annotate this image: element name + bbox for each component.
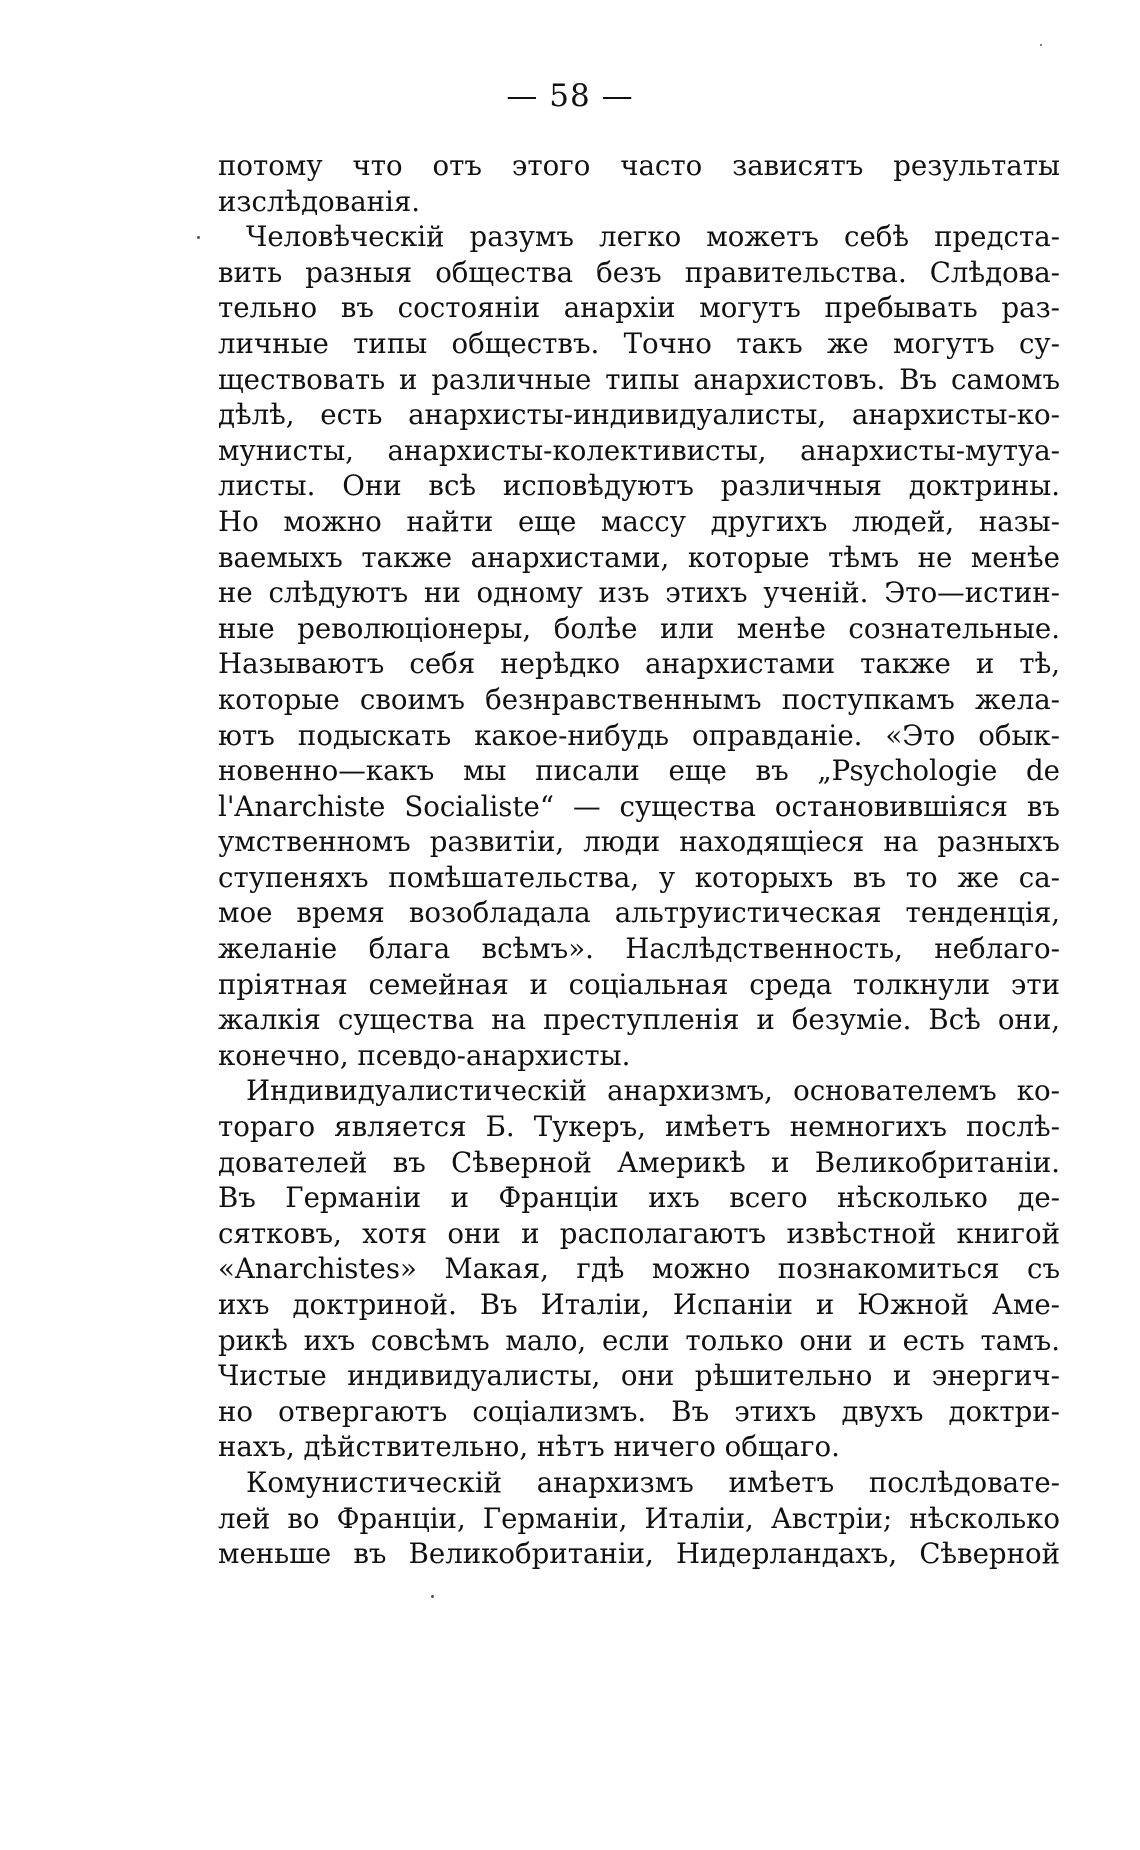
print-speck — [431, 1595, 434, 1598]
text-line: дѣлѣ, есть анархисты-индивидуалисты, анархисты-ко- — [218, 398, 1060, 432]
text-line: рикѣ ихъ совсѣмъ мало, если только они и есть тамъ. — [218, 1323, 1060, 1357]
text-line: Но можно найти еще массу другихъ людей, назы- — [218, 504, 1060, 538]
text-line: вить разныя общества безъ правительства. Слѣдова- — [218, 255, 1060, 289]
text-line: ихъ доктриной. Въ Италіи, Испаніи и Южной Аме- — [218, 1288, 1060, 1321]
text-line: Человѣческій разумъ легко можетъ себѣ предста- — [246, 220, 1060, 254]
text-line: но отвергаютъ соціализмъ. Въ этихъ двухъ доктри- — [218, 1394, 1060, 1428]
text-line: конечно, псевдо-анархисты. — [218, 1038, 631, 1072]
text-line: Индивидуалистическій анархизмъ, основателемъ ко- — [246, 1074, 1060, 1108]
text-line: ютъ подыскать какое-нибудь оправданіе. «Это обык- — [218, 718, 1060, 752]
text-line: жалкія существа на преступленія и безуміе. Всѣ они, — [218, 1003, 1060, 1037]
text-line: ществовать и различные типы анархистовъ. Въ самомъ — [218, 362, 1060, 396]
text-line: ные революціонеры, болѣе или менѣе сознательные. — [218, 611, 1060, 645]
text-line: лей во Франціи, Германіи, Италіи, Австріи; нѣсколько — [218, 1501, 1060, 1535]
text-line: l'Anarchiste Socialiste“ — существа остановившіяся въ — [218, 789, 1060, 823]
text-line: тельно въ состояніи анархіи могутъ пребывать раз- — [218, 291, 1060, 325]
print-speck — [1040, 44, 1042, 46]
text-line: Называютъ себя нерѣдко анархистами также и тѣ, — [218, 647, 1060, 681]
text-line: Чистые индивидуалисты, они рѣшительно и энергич- — [218, 1359, 1060, 1393]
text-line: не слѣдуютъ ни одному изъ этихъ ученій. Это—истин- — [218, 576, 1060, 610]
text-line: Комунистическій анархизмъ имѣетъ послѣдовате- — [246, 1465, 1060, 1499]
print-speck — [197, 236, 200, 239]
text-line: дователей въ Сѣверной Америкѣ и Великобританіи. — [218, 1145, 1060, 1179]
text-line: мунисты, анархисты-колективисты, анархисты-мутуа- — [218, 433, 1060, 467]
text-line: нахъ, дѣйствительно, нѣтъ ничего общаго. — [218, 1430, 840, 1464]
text-line: меньше въ Великобританіи, Нидерландахъ, Сѣверной — [218, 1537, 1060, 1571]
text-line: тораго является Б. Тукеръ, имѣетъ немногихъ послѣ- — [218, 1110, 1060, 1144]
text-line: пріятная семейная и соціальная среда толкнули эти — [218, 967, 1060, 1001]
text-line: Въ Германіи и Франціи ихъ всего нѣсколько де- — [218, 1181, 1060, 1215]
page-number: — 58 — — [506, 78, 634, 114]
text-line: новенно—какъ мы писали еще въ „Psychologie de — [218, 754, 1060, 788]
body-text — [218, 148, 1060, 1572]
text-line: ступеняхъ помѣшательства, у которыхъ въ то же са- — [218, 860, 1060, 894]
text-line: потому что отъ этого часто зависятъ результаты — [218, 149, 1060, 182]
text-line: мое время возобладала альтруистическая тенденція, — [218, 896, 1060, 930]
text-line: ваемыхъ также анархистами, которые тѣмъ не менѣе — [218, 540, 1060, 574]
text-line: «Anarchistes» Макая, гдѣ можно познакомиться съ — [218, 1252, 1060, 1286]
text-line: которые своимъ безнравственнымъ поступкамъ жела- — [218, 682, 1060, 716]
text-line: умственномъ развитіи, люди находящіеся на разныхъ — [218, 825, 1060, 859]
text-line: изслѣдованія. — [218, 184, 421, 218]
text-line: личные типы обществъ. Точно такъ же могутъ су- — [218, 326, 1060, 360]
text-line: желаніе блага всѣмъ». Наслѣдственность, неблаго- — [218, 932, 1060, 966]
text-line: сятковъ, хотя они и располагаютъ извѣстной книгой — [218, 1216, 1060, 1250]
text-line: листы. Они всѣ исповѣдуютъ различныя доктрины. — [218, 469, 1060, 503]
